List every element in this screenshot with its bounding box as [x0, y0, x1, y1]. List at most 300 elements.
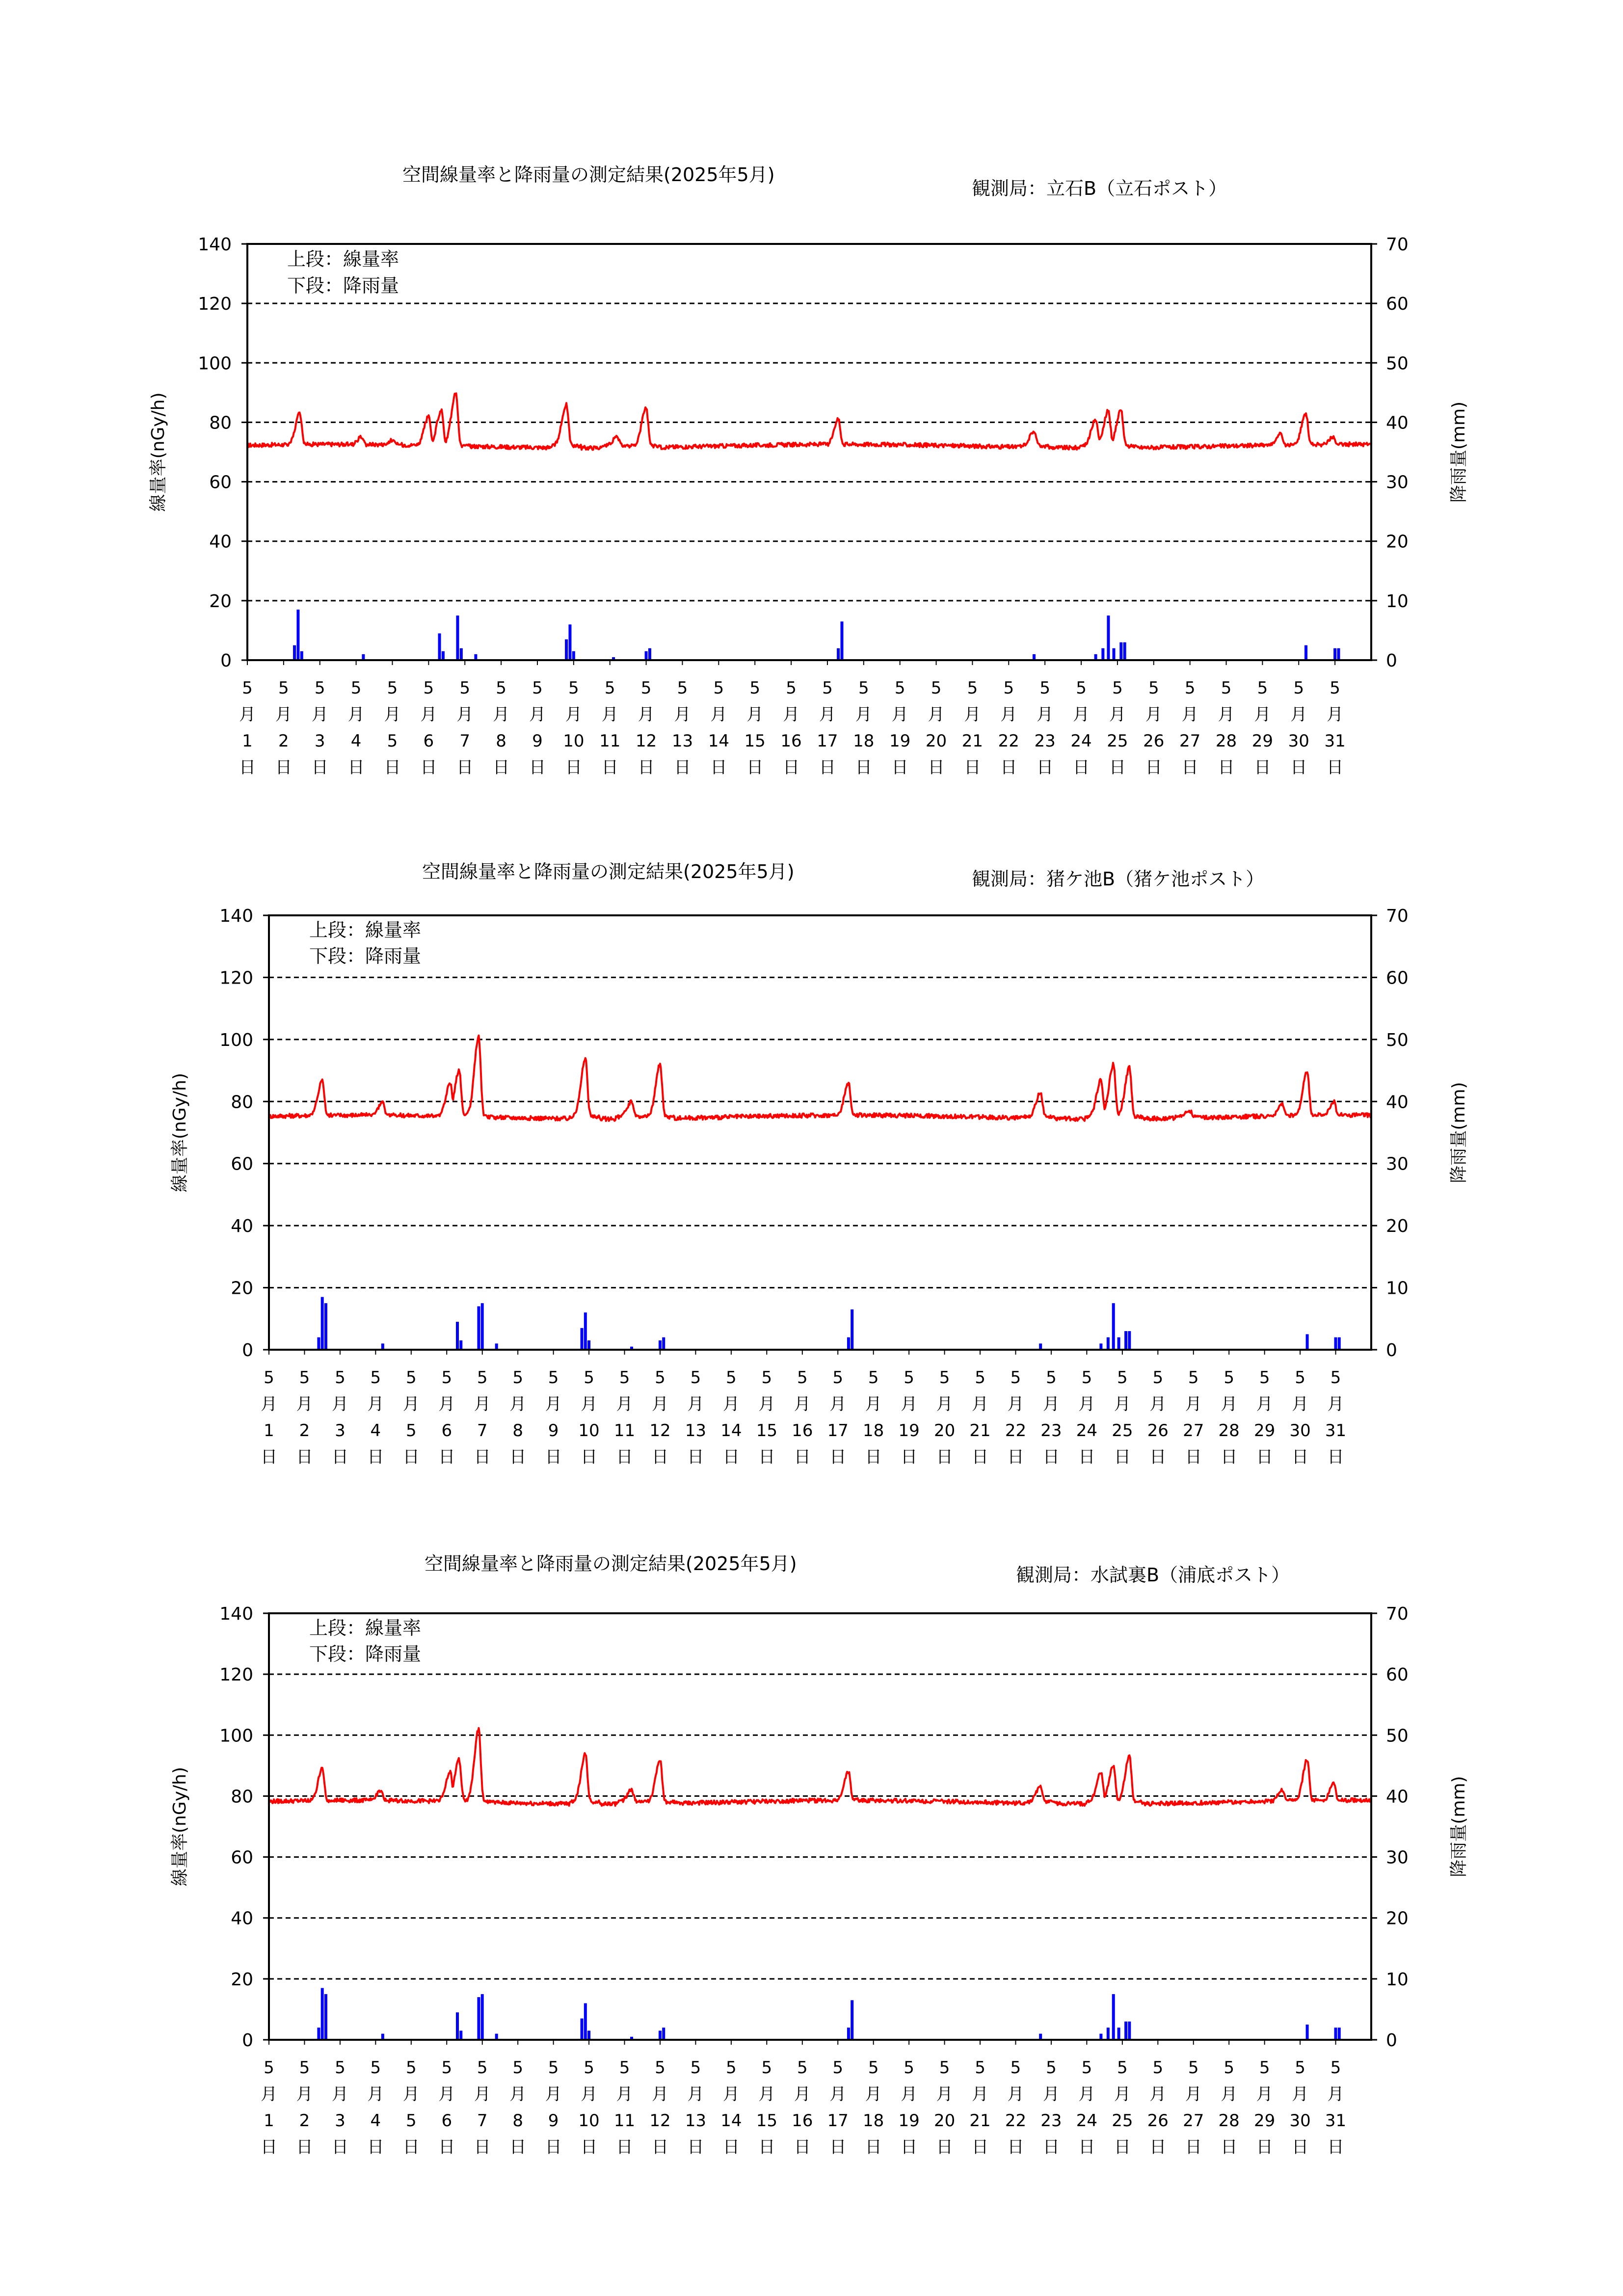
x-tick-month: 5: [832, 1368, 844, 1388]
y-tick-label-left: 20: [231, 1278, 253, 1299]
x-tick-day: 19: [889, 731, 911, 751]
x-tick-day: 15: [756, 1421, 777, 1441]
x-tick-month: 5: [299, 1368, 310, 1388]
x-tick-day-unit: 日: [722, 1447, 740, 1467]
x-tick-month-unit: 月: [651, 2084, 668, 2104]
x-tick-month-unit: 月: [509, 2084, 527, 2104]
x-tick-month-unit: 月: [1254, 705, 1271, 724]
rain-bar: [1117, 1337, 1120, 1350]
x-tick-day-unit: 日: [1221, 1447, 1238, 1467]
x-tick-month: 5: [690, 1368, 701, 1388]
x-tick-day: 26: [1143, 731, 1165, 751]
y-tick-label-left: 0: [242, 2030, 253, 2051]
x-tick-day: 4: [370, 1421, 381, 1441]
x-tick-month: 5: [548, 2058, 559, 2078]
x-tick-day: 3: [314, 731, 325, 751]
x-tick-day-unit: 日: [651, 1447, 668, 1467]
x-tick-day: 19: [898, 1421, 920, 1441]
y-tick-label-right: 20: [1386, 1908, 1409, 1929]
x-tick-month: 5: [548, 1368, 559, 1388]
x-tick-month: 5: [749, 678, 761, 698]
x-tick-day: 27: [1179, 731, 1201, 751]
x-tick-day-unit: 日: [1327, 758, 1344, 777]
chart-title: 空間線量率と降雨量の測定結果(2025年5月): [402, 164, 775, 186]
x-tick-day: 10: [578, 1421, 600, 1441]
x-tick-day-unit: 日: [758, 2137, 775, 2157]
x-tick-day-unit: 日: [819, 758, 836, 777]
x-tick-day: 10: [578, 2111, 600, 2131]
x-tick-month: 5: [335, 2058, 346, 2078]
x-tick-day-unit: 日: [384, 758, 401, 777]
x-tick-month: 5: [655, 1368, 665, 1388]
rain-bar: [851, 1309, 853, 1350]
rain-bar: [587, 2030, 590, 2040]
x-tick-month: 5: [1003, 678, 1014, 698]
x-tick-month-unit: 月: [972, 2084, 989, 2104]
x-tick-day: 27: [1183, 1421, 1204, 1441]
x-tick-month-unit: 月: [601, 705, 618, 724]
x-tick-day-unit: 日: [438, 2137, 455, 2157]
x-tick-day: 23: [1040, 2111, 1062, 2131]
x-tick-month-unit: 月: [865, 1394, 882, 1414]
x-tick-month-unit: 月: [819, 705, 836, 724]
x-tick-month-unit: 月: [402, 2084, 420, 2104]
x-tick-month-unit: 月: [545, 2084, 562, 2104]
x-tick-month: 5: [335, 1368, 346, 1388]
x-tick-day: 31: [1324, 731, 1346, 751]
x-tick-day: 1: [264, 2111, 274, 2131]
y-tick-label-right: 20: [1386, 532, 1409, 552]
x-tick-day-unit: 日: [616, 1447, 633, 1467]
station-label: 観測局：水試裏B（浦底ポスト）: [1016, 1564, 1290, 1586]
x-tick-month-unit: 月: [891, 705, 908, 724]
y-tick-label-left: 40: [231, 1908, 253, 1929]
x-tick-day: 3: [335, 1421, 346, 1441]
rain-bar: [1107, 2028, 1110, 2040]
x-tick-day-unit: 日: [420, 758, 437, 777]
x-tick-month-unit: 月: [1109, 705, 1126, 724]
y-tick-label-left: 100: [219, 1030, 253, 1050]
x-tick-day-unit: 日: [783, 758, 800, 777]
x-tick-day-unit: 日: [1149, 2137, 1167, 2157]
x-tick-day-unit: 日: [261, 1447, 277, 1467]
x-tick-month-unit: 月: [1007, 1394, 1024, 1414]
rain-bar: [456, 2012, 459, 2040]
x-tick-day: 29: [1254, 2111, 1276, 2131]
y-tick-label-right: 30: [1386, 472, 1409, 493]
x-tick-day-unit: 日: [1114, 1447, 1131, 1467]
rain-bar: [477, 1307, 480, 1350]
x-tick-day-unit: 日: [545, 2137, 562, 2157]
x-tick-day-unit: 日: [746, 758, 764, 777]
rain-bar: [1337, 648, 1340, 660]
x-tick-day: 12: [649, 1421, 671, 1441]
y-tick-label-left: 140: [219, 906, 253, 926]
x-tick-day: 24: [1070, 731, 1092, 751]
x-tick-month-unit: 月: [474, 2084, 491, 2104]
y-tick-label-right: 60: [1386, 968, 1409, 988]
x-tick-month-unit: 月: [347, 705, 365, 724]
x-tick-month-unit: 月: [746, 705, 764, 724]
y-tick-label-left: 40: [209, 532, 232, 552]
x-tick-month: 5: [1010, 1368, 1021, 1388]
x-tick-month-unit: 月: [1256, 2084, 1273, 2104]
x-tick-month-unit: 月: [1221, 1394, 1238, 1414]
x-tick-day: 3: [335, 2111, 346, 2131]
x-tick-month: 5: [975, 2058, 985, 2078]
y-tick-label-right: 30: [1386, 1847, 1409, 1868]
x-tick-month: 5: [370, 1368, 381, 1388]
y-tick-label-right: 20: [1386, 1216, 1409, 1237]
legend-lower: 下段：降雨量: [309, 945, 422, 967]
x-tick-month-unit: 月: [239, 705, 256, 724]
x-tick-month: 5: [1330, 2058, 1341, 2078]
x-tick-day-unit: 日: [438, 1447, 455, 1467]
x-tick-month-unit: 月: [829, 1394, 847, 1414]
chart-title: 空間線量率と降雨量の測定結果(2025年5月): [422, 861, 795, 882]
y-tick-label-right: 50: [1386, 1030, 1409, 1050]
x-tick-month-unit: 月: [794, 2084, 811, 2104]
x-tick-day-unit: 日: [687, 2137, 704, 2157]
x-tick-month: 5: [868, 1368, 879, 1388]
x-tick-month: 5: [761, 1368, 772, 1388]
x-tick-day: 19: [898, 2111, 920, 2131]
x-tick-day-unit: 日: [1256, 1447, 1273, 1467]
rain-bar: [459, 2030, 462, 2040]
rain-bar: [324, 1303, 327, 1350]
rain-bar: [296, 610, 299, 660]
x-tick-month: 5: [459, 678, 471, 698]
x-tick-month-unit: 月: [855, 705, 872, 724]
y-tick-label-left: 0: [220, 651, 232, 671]
x-tick-month-unit: 月: [1000, 705, 1017, 724]
x-tick-month: 5: [1330, 1368, 1341, 1388]
y-tick-label-left: 100: [219, 1726, 253, 1746]
legend-upper: 上段：線量率: [287, 248, 399, 270]
x-tick-month-unit: 月: [1078, 1394, 1095, 1414]
x-tick-month-unit: 月: [1114, 2084, 1131, 2104]
x-tick-month: 5: [1076, 678, 1087, 698]
rain-bar: [847, 2028, 850, 2040]
x-tick-month: 5: [350, 678, 362, 698]
x-tick-month-unit: 月: [1073, 705, 1090, 724]
x-tick-month: 5: [1295, 2058, 1305, 2078]
x-tick-day: 28: [1218, 2111, 1240, 2131]
y-tick-label-left: 60: [231, 1847, 253, 1868]
y-axis-label-right: 降雨量(mm): [1449, 1776, 1469, 1877]
x-tick-month-unit: 月: [1327, 2084, 1344, 2104]
x-tick-month: 5: [512, 1368, 523, 1388]
x-tick-day: 7: [477, 1421, 488, 1441]
x-tick-day-unit: 日: [1042, 1447, 1060, 1467]
x-tick-day: 13: [671, 731, 693, 751]
x-tick-day: 24: [1076, 1421, 1098, 1441]
x-tick-month-unit: 月: [1149, 2084, 1167, 2104]
plot-frame: [247, 244, 1371, 660]
y-tick-label-left: 120: [219, 968, 253, 988]
x-tick-day: 6: [441, 2111, 452, 2131]
x-tick-day: 1: [242, 731, 253, 751]
x-tick-day: 18: [863, 2111, 884, 2131]
x-tick-month: 5: [1152, 1368, 1164, 1388]
x-tick-day: 31: [1325, 1421, 1347, 1441]
x-tick-day: 20: [925, 731, 947, 751]
x-tick-month-unit: 月: [1149, 1394, 1167, 1414]
x-tick-day-unit: 日: [367, 1447, 384, 1467]
rain-bar: [581, 1328, 584, 1350]
y-tick-label-right: 50: [1386, 1726, 1409, 1746]
x-tick-month-unit: 月: [261, 1394, 277, 1414]
y-tick-label-right: 70: [1386, 906, 1409, 926]
x-tick-month-unit: 月: [545, 1394, 562, 1414]
x-tick-month: 5: [1259, 2058, 1270, 2078]
x-tick-day: 20: [933, 1421, 956, 1441]
legend-upper: 上段：線量率: [309, 1617, 422, 1639]
x-tick-day: 21: [961, 731, 984, 751]
x-tick-month-unit: 月: [438, 2084, 455, 2104]
x-tick-day-unit: 日: [936, 2137, 953, 2157]
rain-bar: [460, 648, 463, 660]
rain-bar: [321, 1988, 324, 2040]
x-tick-day-unit: 日: [901, 2137, 918, 2157]
x-tick-month: 5: [512, 2058, 523, 2078]
x-tick-month: 5: [931, 678, 942, 698]
x-tick-day: 25: [1112, 2111, 1133, 2131]
y-tick-label-right: 70: [1386, 235, 1409, 255]
x-tick-month-unit: 月: [384, 705, 401, 724]
x-tick-month: 5: [655, 2058, 665, 2078]
rain-bar: [477, 1997, 480, 2040]
y-tick-label-left: 20: [209, 591, 232, 612]
x-tick-day: 23: [1034, 731, 1056, 751]
y-axis-label-left: 線量率(nGy/h): [170, 1072, 190, 1193]
x-tick-day: 9: [548, 2111, 559, 2131]
x-tick-month-unit: 月: [928, 705, 945, 724]
x-tick-day: 11: [613, 2111, 636, 2131]
rain-bar: [584, 2003, 587, 2040]
x-tick-day-unit: 日: [616, 2137, 633, 2157]
x-tick-day-unit: 日: [1254, 758, 1271, 777]
x-tick-month: 5: [477, 1368, 488, 1388]
x-tick-day: 18: [853, 731, 875, 751]
x-tick-day: 6: [423, 731, 434, 751]
plot-frame: [269, 1613, 1371, 2040]
y-tick-label-right: 0: [1386, 2030, 1397, 2051]
y-tick-label-left: 80: [231, 1092, 253, 1113]
rain-bar: [438, 633, 441, 660]
x-tick-month: 5: [568, 678, 579, 698]
x-tick-day-unit: 日: [1292, 1447, 1309, 1467]
x-tick-month-unit: 月: [474, 1394, 491, 1414]
rain-bar: [1124, 1331, 1127, 1350]
x-tick-day-unit: 日: [545, 1447, 562, 1467]
x-tick-day-unit: 日: [1007, 1447, 1024, 1467]
rain-bar: [662, 2028, 665, 2040]
y-tick-label-left: 140: [219, 1604, 253, 1624]
x-tick-month-unit: 月: [901, 1394, 918, 1414]
rain-bar: [1128, 1331, 1131, 1350]
rain-bar: [300, 651, 303, 660]
rain-bar: [1334, 2028, 1337, 2040]
x-tick-day: 8: [512, 1421, 523, 1441]
x-tick-month: 5: [858, 678, 869, 698]
x-tick-month-unit: 月: [1181, 705, 1198, 724]
x-tick-day: 18: [863, 1421, 884, 1441]
x-tick-day-unit: 日: [402, 2137, 420, 2157]
x-tick-month-unit: 月: [275, 705, 292, 724]
x-tick-month: 5: [1152, 2058, 1164, 2078]
x-tick-day: 14: [720, 1421, 742, 1441]
x-tick-day-unit: 日: [794, 2137, 811, 2157]
x-tick-day-unit: 日: [509, 1447, 527, 1467]
x-tick-month: 5: [1188, 1368, 1199, 1388]
x-tick-day-unit: 日: [1256, 2137, 1273, 2157]
x-tick-month: 5: [939, 2058, 950, 2078]
x-tick-day: 13: [685, 2111, 707, 2131]
x-tick-month: 5: [1259, 1368, 1270, 1388]
x-tick-month: 5: [242, 678, 253, 698]
y-tick-label-right: 40: [1386, 1092, 1409, 1113]
x-tick-day-unit: 日: [1218, 758, 1235, 777]
x-tick-day-unit: 日: [1327, 1447, 1344, 1467]
x-tick-month: 5: [387, 678, 398, 698]
x-tick-day-unit: 日: [651, 2137, 668, 2157]
rain-bar: [659, 2030, 662, 2040]
x-tick-day-unit: 日: [1078, 1447, 1095, 1467]
x-tick-day: 22: [1005, 1421, 1027, 1441]
x-tick-day-unit: 日: [722, 2137, 740, 2157]
x-tick-month-unit: 月: [687, 2084, 704, 2104]
legend-upper: 上段：線量率: [309, 919, 422, 941]
x-tick-day: 5: [405, 1421, 417, 1441]
x-tick-month: 5: [1148, 678, 1159, 698]
rain-bar: [1128, 2022, 1131, 2040]
x-tick-month-unit: 月: [493, 705, 510, 724]
rain-bar: [481, 1994, 484, 2040]
x-tick-day-unit: 日: [347, 758, 365, 777]
rain-bar: [317, 2028, 320, 2040]
rain-bar: [1112, 1994, 1115, 2040]
x-tick-day: 28: [1215, 731, 1237, 751]
x-tick-day-unit: 日: [296, 2137, 313, 2157]
x-tick-month-unit: 月: [1007, 2084, 1024, 2104]
x-tick-month-unit: 月: [1037, 705, 1054, 724]
chart-svg: [0, 0, 1623, 777]
x-tick-day-unit: 日: [331, 1447, 348, 1467]
rain-bar: [648, 648, 651, 660]
rain-bar: [587, 1340, 590, 1350]
y-axis-label-right: 降雨量(mm): [1449, 401, 1469, 503]
rain-bar: [565, 640, 568, 660]
rain-bar: [1334, 1337, 1337, 1350]
rain-bar: [847, 1337, 850, 1350]
x-tick-month: 5: [1188, 2058, 1199, 2078]
x-tick-month-unit: 月: [616, 2084, 633, 2104]
x-tick-month-unit: 月: [638, 705, 655, 724]
rain-bar: [1112, 1303, 1115, 1350]
x-tick-month: 5: [314, 678, 325, 698]
x-tick-month: 5: [1295, 1368, 1305, 1388]
x-tick-month: 5: [405, 2058, 417, 2078]
x-tick-month-unit: 月: [674, 705, 691, 724]
x-tick-month: 5: [405, 1368, 417, 1388]
x-tick-month: 5: [1010, 2058, 1021, 2078]
y-tick-label-right: 50: [1386, 353, 1409, 374]
x-tick-month-unit: 月: [616, 1394, 633, 1414]
x-tick-day-unit: 日: [972, 2137, 989, 2157]
x-tick-day: 11: [599, 731, 621, 751]
x-tick-month: 5: [904, 2058, 914, 2078]
rain-bar: [1107, 1337, 1110, 1350]
chart-panel-2: [0, 692, 1623, 1467]
x-tick-month: 5: [441, 1368, 452, 1388]
x-tick-month-unit: 月: [331, 2084, 348, 2104]
x-tick-month-unit: 月: [1042, 1394, 1060, 1414]
y-tick-label-left: 120: [198, 294, 232, 315]
x-tick-day-unit: 日: [891, 758, 908, 777]
rain-bar: [442, 651, 445, 660]
x-tick-day: 2: [299, 2111, 310, 2131]
x-tick-day: 12: [635, 731, 657, 751]
x-tick-month-unit: 月: [296, 2084, 313, 2104]
x-tick-day-unit: 日: [509, 2137, 527, 2157]
x-tick-day: 7: [459, 731, 471, 751]
x-tick-day: 2: [299, 1421, 310, 1441]
x-tick-month-unit: 月: [367, 2084, 384, 2104]
x-tick-month-unit: 月: [311, 705, 328, 724]
y-tick-label-left: 60: [231, 1154, 253, 1175]
chart-panel-3: [0, 1384, 1623, 2157]
y-tick-label-right: 40: [1386, 413, 1409, 433]
x-tick-day-unit: 日: [829, 1447, 847, 1467]
x-tick-day: 22: [1005, 2111, 1027, 2131]
x-tick-day-unit: 日: [964, 758, 981, 777]
rain-bar: [293, 645, 296, 660]
x-tick-month-unit: 月: [964, 705, 981, 724]
y-tick-label-left: 80: [231, 1787, 253, 1807]
x-tick-month-unit: 月: [438, 1394, 455, 1414]
x-tick-month: 5: [967, 678, 978, 698]
x-tick-day: 22: [998, 731, 1019, 751]
x-tick-month: 5: [786, 678, 797, 698]
x-tick-day-unit: 日: [529, 758, 546, 777]
x-tick-month: 5: [797, 1368, 808, 1388]
y-tick-label-left: 0: [242, 1340, 253, 1361]
x-tick-day-unit: 日: [1221, 2137, 1238, 2157]
station-label: 観測局：立石B（立石ポスト）: [972, 178, 1227, 199]
dose-rate-line: [269, 1036, 1371, 1121]
x-tick-day: 16: [792, 2111, 813, 2131]
x-tick-month: 5: [1081, 1368, 1092, 1388]
x-tick-day: 21: [969, 2111, 991, 2131]
x-tick-month: 5: [797, 2058, 808, 2078]
y-tick-label-right: 60: [1386, 1665, 1409, 1685]
x-tick-month-unit: 月: [783, 705, 800, 724]
x-tick-month: 5: [1117, 1368, 1128, 1388]
x-tick-day: 2: [278, 731, 289, 751]
x-tick-day-unit: 日: [901, 1447, 918, 1467]
x-tick-month: 5: [278, 678, 289, 698]
x-tick-day: 25: [1112, 1421, 1133, 1441]
x-tick-month-unit: 月: [722, 1394, 740, 1414]
x-tick-month-unit: 月: [1292, 1394, 1309, 1414]
rain-bar: [1113, 648, 1116, 660]
chart-svg: [0, 1384, 1623, 2157]
x-tick-month-unit: 月: [581, 1394, 598, 1414]
y-tick-label-right: 10: [1386, 1969, 1409, 1990]
legend-lower: 下段：降雨量: [287, 275, 399, 296]
x-tick-day-unit: 日: [638, 758, 655, 777]
